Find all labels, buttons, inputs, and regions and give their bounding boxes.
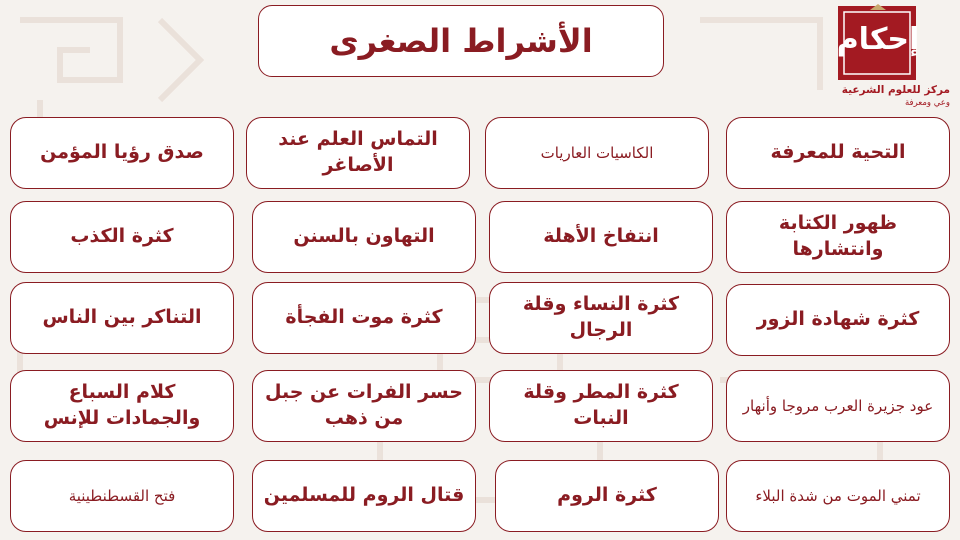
sign-card: عود جزيرة العرب مروجا وأنهار [726, 370, 950, 442]
logo-tagline: وعي ومعرفة [904, 98, 950, 108]
logo-word: إحكام [836, 22, 920, 57]
sign-card: كثرة النساء وقلة الرجال [489, 282, 713, 354]
sign-card: كلام السباع والجمادات للإنس [10, 370, 234, 442]
sign-card: التهاون بالسنن [252, 201, 476, 273]
sign-card: انتفاخ الأهلة [489, 201, 713, 273]
sign-card: التناكر بين الناس [10, 282, 234, 354]
sign-card: صدق رؤيا المؤمن [10, 117, 234, 189]
sign-card: كثرة موت الفجأة [252, 282, 476, 354]
sign-card: كثرة شهادة الزور [726, 284, 950, 356]
sign-card: كثرة الروم [495, 460, 719, 532]
sign-card: ظهور الكتابة وانتشارها [726, 201, 950, 273]
logo-subtitle: مركز للعلوم الشرعية [841, 84, 950, 96]
sign-card: التحية للمعرفة [726, 117, 950, 189]
sign-card: الكاسيات العاريات [485, 117, 709, 189]
sign-card: تمني الموت من شدة البلاء [726, 460, 950, 532]
page-title: الأشراط الصغرى [329, 22, 593, 60]
sign-card: كثرة الكذب [10, 201, 234, 273]
sign-card: فتح القسطنطينية [10, 460, 234, 532]
sign-card: حسر الفرات عن جبل من ذهب [252, 370, 476, 442]
sign-card: قتال الروم للمسلمين [252, 460, 476, 532]
sign-card: التماس العلم عند الأصاغر [246, 117, 470, 189]
sign-card: كثرة المطر وقلة النبات [489, 370, 713, 442]
